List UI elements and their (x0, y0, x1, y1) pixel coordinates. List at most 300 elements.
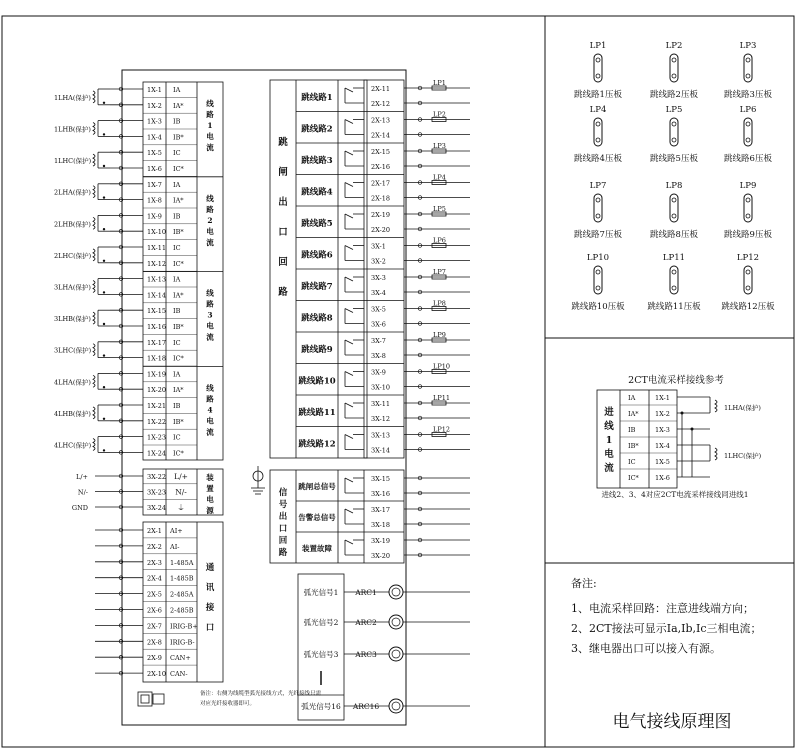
current-signal-label: IC (173, 433, 181, 442)
signal-group-title-char: 回 (278, 536, 288, 546)
trip-terminal-label: 3X-5 (371, 305, 386, 314)
current-terminal-label: 1X-19 (147, 370, 166, 379)
ct-left-label: 4LHB(保护) (54, 409, 91, 418)
ct-left-label: 3LHC(保护) (54, 346, 92, 355)
trip-output-label: 跳线路1 (301, 93, 333, 103)
current-signal-label: IC* (173, 354, 184, 363)
ct-coil-icon (93, 154, 95, 166)
plate-code: LP11 (662, 253, 686, 263)
trip-lp-label: LP3 (433, 142, 446, 150)
ct-ref-junction (681, 412, 684, 415)
relay-contact-icon (345, 246, 353, 250)
ct-coil-icon (93, 375, 95, 387)
comm-terminal-label: 2X-1 (147, 527, 162, 535)
ethernet-port-icon (141, 695, 149, 703)
pressure-plate-icon-hole (672, 122, 676, 126)
current-signal-label: IB (173, 402, 181, 410)
ct-ref-terminal: 1X-3 (655, 426, 670, 434)
ct-coil-icon (93, 344, 95, 356)
current-group-title-char: 1 (207, 121, 213, 130)
ct-coil-icon (93, 186, 95, 198)
comm-signal-label: CAN- (170, 670, 188, 679)
plate-name: 跳线路5压板 (650, 154, 698, 164)
signal-terminal-label: 3X-16 (371, 490, 390, 498)
signal-outputs (270, 470, 470, 563)
trip-terminal-label: 3X-9 (371, 368, 386, 377)
plate-name: 跳线路11压板 (647, 302, 701, 312)
comm-signal-label: AI- (170, 542, 180, 551)
comm-signal-label: 2-485A (170, 590, 194, 599)
ct-ref-terminal: 1X-4 (655, 442, 670, 450)
current-terminal-label: 1X-8 (147, 196, 162, 205)
plate-name: 跳线路8压板 (650, 230, 698, 240)
current-group-title-char: 路 (206, 110, 214, 119)
trip-terminal-label: 2X-16 (371, 163, 390, 171)
current-group-title-char: 流 (206, 427, 214, 437)
signal-terminal-label: 3X-17 (371, 506, 390, 514)
pressure-plate-icon-hole (672, 74, 676, 78)
trip-lp-label: LP9 (433, 331, 446, 339)
port-label-box (153, 694, 164, 704)
relay-contact-icon (345, 183, 353, 187)
plate-code: LP7 (589, 181, 607, 191)
trip-output-label: 跳线路3 (301, 156, 333, 166)
comm-signal-label: 2-485B (170, 606, 194, 615)
comm-signal-label: 1-485B (170, 574, 194, 583)
remark-item-2: 2、2CT接法可显示Ia,Ib,Ic三相电流； (571, 622, 762, 635)
relay-contact-icon (345, 478, 353, 482)
pressure-plate-icon-hole (596, 198, 600, 202)
plate-code: LP5 (665, 105, 683, 115)
current-group-title-char: 路 (206, 394, 214, 404)
plate-name: 跳线路7压板 (574, 230, 622, 240)
trip-terminal-label: 2X-15 (371, 148, 390, 156)
power-group-title-char: 电 (206, 495, 214, 504)
signal-block (270, 470, 404, 563)
current-signal-label: IB* (173, 417, 184, 426)
ct-ref-note: 进线2、3、4对应2CT电流采样接线同进线1 (601, 490, 749, 499)
trip-lp-label: LP11 (433, 394, 450, 402)
relay-contact-icon (345, 309, 353, 313)
plate-code: LP4 (589, 105, 607, 115)
current-terminal-label: 1X-3 (147, 117, 162, 126)
power-group-title-char: 置 (206, 484, 214, 493)
plate-name: 跳线路6压板 (724, 154, 772, 164)
trip-group-title-char: 闸 (278, 167, 288, 178)
current-signal-label: IB (173, 307, 181, 316)
arc-port-icon (389, 585, 403, 599)
current-signal-label: IC* (173, 165, 184, 173)
trip-output-label: 跳线路11 (298, 408, 336, 418)
current-signal-label: IA (173, 370, 181, 379)
plate-code: LP3 (739, 41, 757, 51)
current-group-title-char: 电 (206, 416, 214, 426)
current-group-title-char: 流 (206, 332, 214, 342)
ct-coil-icon (93, 281, 95, 293)
ct-coil-icon (93, 91, 95, 103)
comm-interface (95, 522, 322, 707)
current-signal-label: IB (173, 212, 181, 221)
current-inputs (54, 82, 223, 460)
trip-lp-label: LP2 (433, 110, 446, 119)
power-group-title-char: 装 (206, 473, 214, 482)
pressure-plate-icon-hole (746, 138, 750, 142)
arc-port-icon (392, 650, 400, 658)
trip-output-label: 跳线路2 (301, 124, 333, 135)
power-left-label: GND (71, 504, 88, 512)
arc-label: 弧光信号3 (303, 650, 339, 659)
trip-terminal-label: 2X-19 (371, 211, 390, 219)
comm-signal-label: IRIG-B- (170, 638, 195, 647)
trip-group-title-char: 跳 (278, 137, 288, 148)
trip-lp-label: LP10 (433, 362, 450, 371)
current-group-title-char: 电 (206, 132, 214, 141)
current-terminal-label: 1X-12 (147, 259, 166, 268)
ct-reference (597, 390, 762, 488)
ct-coil-icon (93, 123, 95, 135)
comm-terminal-label: 2X-7 (147, 622, 162, 631)
pressure-plate-icon-hole (746, 198, 750, 202)
current-signal-label: IA (173, 86, 181, 94)
trip-output-label: 跳线路7 (301, 282, 333, 292)
relay-contact-icon (345, 403, 353, 407)
trip-terminal-label: 3X-3 (371, 274, 386, 282)
comm-signal-label: 1-485A (170, 558, 194, 567)
current-signal-label: IB (173, 117, 181, 126)
ct-dot (103, 449, 105, 451)
ct-coil-icon (93, 217, 95, 229)
trip-lp-label: LP4 (433, 173, 446, 182)
ct-left-label: 2LHC(保护) (54, 251, 92, 260)
ct-ref-group-title-char: 进 (604, 407, 614, 418)
ct-coil-icon (93, 249, 95, 261)
ct-ref-group-title-char: 流 (604, 463, 614, 474)
signal-output-label: 装置故障 (302, 544, 332, 553)
pressure-plate-icon-hole (596, 286, 600, 290)
current-terminal-label: 1X-18 (147, 354, 166, 363)
ct-dot (103, 386, 105, 388)
current-signal-label: IA* (173, 196, 184, 205)
current-signal-label: IC* (173, 449, 184, 458)
arc-inputs (298, 574, 470, 720)
ct-coil-icon (93, 439, 95, 451)
plate-code: LP6 (739, 105, 757, 115)
pressure-plate-icon-hole (746, 270, 750, 274)
relay-contact-icon (345, 540, 353, 544)
plate-name: 跳线路3压板 (724, 90, 772, 100)
ct-left-label: 2LHA(保护) (54, 188, 91, 197)
trip-lp-label: LP12 (433, 425, 450, 434)
current-signal-label: IA* (173, 101, 184, 110)
page-title: 电气接线原理图 (612, 712, 732, 732)
ct-ref-group-title-char: 线 (604, 421, 614, 432)
plate-code: LP10 (586, 253, 610, 263)
note-small-line2: 对应光纤接收器即可。 (200, 701, 256, 707)
arc-port-icon (389, 699, 403, 713)
arc-port-label: ARC16 (352, 702, 380, 711)
relay-contact-icon (345, 214, 353, 218)
comm-terminal-label: 2X-10 (147, 670, 166, 679)
ct-ref-ct-label: 1LHA(保护) (724, 404, 761, 412)
pressure-plate-icon-hole (596, 214, 600, 218)
ethernet-port-icon (138, 692, 152, 706)
current-signal-label: IA (173, 275, 181, 284)
plate-code: LP2 (665, 41, 683, 51)
ct-ref-terminal: 1X-5 (655, 458, 670, 466)
signal-group-title-char: 口 (278, 524, 288, 534)
current-terminal-label: 1X-7 (147, 180, 162, 189)
ct-coil-icon (715, 448, 717, 460)
trip-terminal-label: 3X-4 (371, 289, 386, 297)
current-group-title-char: 线 (206, 383, 214, 393)
ct-left-label: 3LHA(保护) (54, 283, 91, 292)
current-group-title-char: 路 (206, 299, 214, 309)
ct-left-label: 1LHA(保护) (54, 93, 91, 102)
ct-dot (103, 418, 105, 420)
pressure-plate-icon-hole (596, 138, 600, 142)
plate-name: 跳线路1压板 (574, 90, 622, 100)
signal-terminal-label: 3X-19 (371, 537, 390, 545)
ct-ref-group-title-char: 1 (605, 435, 613, 446)
comm-terminal-label: 2X-8 (147, 638, 162, 647)
ct-left-label: 4LHA(保护) (54, 378, 91, 387)
plate-code: LP9 (739, 181, 757, 191)
plate-name: 跳线路12压板 (721, 302, 775, 312)
trip-terminal-label: 3X-11 (371, 400, 390, 408)
trip-output-label: 跳线路4 (301, 187, 333, 198)
current-signal-label: IB* (173, 323, 184, 331)
pressure-plate-icon-hole (746, 214, 750, 218)
current-terminal-label: 1X-10 (147, 228, 166, 237)
remark-item-1: 1、电流采样回路：注意进线端方向； (571, 602, 754, 615)
current-signal-label: IB* (173, 133, 184, 142)
ct-ref-ct-label: 1LHC(保护) (724, 452, 762, 460)
power-signal-label: ⏚ (177, 503, 185, 512)
trip-output-label: 跳线路12 (298, 439, 336, 450)
trip-output-label: 跳线路5 (301, 219, 333, 229)
ct-ref-title: 2CT电流采样接线参考 (628, 375, 724, 386)
ct-dot (103, 291, 105, 293)
current-terminal-label: 1X-5 (147, 149, 162, 158)
current-terminal-label: 1X-13 (147, 275, 166, 284)
trip-terminal-label: 3X-2 (371, 257, 386, 266)
ct-ref-signal: IB (628, 426, 636, 434)
trip-terminal-label: 3X-14 (371, 446, 390, 455)
comm-terminal-label: 2X-5 (147, 590, 162, 599)
ct-dot (103, 354, 105, 356)
comm-signal-label: IRIG-B+ (170, 622, 198, 631)
current-terminal-label: 1X-1 (147, 86, 162, 94)
power-group-title-char: 源 (206, 506, 214, 515)
power-signal-label: L/+ (174, 472, 188, 481)
relay-contact-icon (345, 88, 353, 92)
arc-port-icon (392, 618, 400, 626)
current-terminal-label: 1X-22 (147, 417, 166, 426)
trip-lp-label: LP5 (433, 205, 446, 213)
trip-outputs (270, 79, 470, 458)
ct-left-label: 1LHC(保护) (54, 157, 92, 166)
signal-output-label: 跳闸总信号 (298, 482, 336, 491)
trip-terminal-label: 2X-12 (371, 100, 390, 108)
comm-terminal-label: 2X-6 (147, 606, 162, 615)
current-terminal-label: 1X-2 (147, 101, 162, 110)
signal-terminal-label: 3X-15 (371, 475, 390, 483)
current-terminal-label: 1X-17 (147, 338, 166, 347)
current-terminal-label: 1X-4 (147, 133, 162, 142)
pressure-plates (571, 41, 775, 312)
current-signal-label: IC (173, 244, 181, 252)
current-terminal-label: 1X-11 (147, 244, 166, 252)
current-terminal-label: 1X-15 (147, 307, 166, 316)
signal-terminal-label: 3X-18 (371, 521, 390, 529)
plate-name: 跳线路4压板 (574, 154, 622, 164)
current-group-title-char: 线 (206, 193, 214, 203)
signal-group-title-char: 出 (278, 512, 288, 522)
current-signal-label: IC* (173, 259, 184, 268)
arc-port-icon (389, 615, 403, 629)
comm-terminal-label: 2X-2 (147, 542, 162, 551)
ct-ref-signal: IC (628, 458, 636, 466)
ct-dot (103, 165, 105, 167)
trip-group-title-char: 回 (278, 257, 288, 268)
ct-ref-terminal: 1X-6 (655, 474, 670, 482)
current-signal-label: IC (173, 338, 181, 347)
pressure-plate-icon-hole (746, 286, 750, 290)
ct-coil-icon (93, 312, 95, 324)
trip-terminal-label: 3X-7 (371, 337, 386, 345)
ct-ref-signal: IB* (628, 442, 639, 450)
arc-port-icon (389, 647, 403, 661)
trip-lp-label: LP7 (433, 268, 446, 276)
trip-terminal-label: 3X-13 (371, 431, 390, 440)
arc-port-icon (392, 588, 400, 596)
relay-contact-icon (345, 151, 353, 155)
arc-label: 弧光信号1 (303, 588, 339, 597)
comm-terminal-label: 2X-9 (147, 654, 162, 663)
pressure-plate-icon-hole (672, 270, 676, 274)
plate-code: LP1 (589, 41, 607, 51)
trip-terminal-label: 2X-11 (371, 85, 390, 93)
current-group-title-char: 2 (207, 215, 213, 225)
trip-terminal-label: 3X-6 (371, 320, 386, 329)
arc-port-icon (392, 702, 400, 710)
relay-contact-icon (345, 372, 353, 376)
trip-terminal-label: 2X-13 (371, 116, 390, 125)
signal-terminal-label: 3X-20 (371, 552, 390, 560)
current-signal-label: IC (173, 149, 181, 158)
trip-terminal-label: 2X-18 (371, 194, 390, 203)
relay-contact-icon (345, 340, 353, 344)
pressure-plate-icon-hole (672, 58, 676, 62)
current-group-title-char: 线 (206, 99, 214, 108)
trip-group-title-char: 口 (278, 227, 288, 238)
ct-coil-icon (93, 407, 95, 419)
ct-dot (103, 228, 105, 230)
arc-port-label: ARC2 (355, 618, 377, 627)
remarks-title: 备注: (571, 577, 597, 590)
signal-group-title-char: 信 (278, 488, 288, 498)
current-terminal-label: 1X-23 (147, 433, 166, 442)
pressure-plate-icon-hole (746, 58, 750, 62)
current-signal-label: IA* (173, 291, 184, 300)
trip-terminal-label: 3X-10 (371, 383, 390, 392)
current-signal-label: IA (173, 180, 181, 189)
current-terminal-label: 1X-20 (147, 386, 166, 395)
pressure-plate-icon-hole (596, 74, 600, 78)
trip-terminal-label: 3X-12 (371, 415, 390, 423)
arc-port-label: ARC3 (355, 650, 377, 659)
comm-group-title-char: 接 (205, 603, 215, 613)
pressure-plate-icon-hole (596, 58, 600, 62)
plate-name: 跳线路2压板 (650, 90, 698, 100)
plate-code: LP8 (665, 181, 683, 191)
arc-label: 弧光信号2 (303, 618, 339, 627)
signal-group-title-char: 号 (278, 500, 288, 510)
comm-group-title-char: 讯 (205, 583, 215, 593)
signal-output-label: 告警总信号 (298, 513, 336, 522)
ct-dot (103, 260, 105, 262)
ct-ref-signal: IA* (628, 410, 639, 418)
trip-lp-label: LP8 (433, 299, 446, 308)
ct-coil-icon (715, 400, 717, 412)
current-group-title-char: 电 (206, 226, 214, 236)
plate-name: 跳线路9压板 (724, 230, 772, 240)
current-terminal-label: 1X-9 (147, 212, 162, 221)
trip-output-label: 跳线路8 (301, 313, 333, 324)
power-terminal-label: 3X-24 (147, 504, 166, 512)
power-left-label: L/+ (76, 473, 88, 481)
current-signal-label: IB* (173, 228, 184, 237)
pressure-plate-icon-hole (746, 74, 750, 78)
ct-ref-group-title-char: 电 (604, 449, 614, 460)
comm-signal-label: CAN+ (170, 654, 191, 663)
plate-name: 跳线路10压板 (571, 302, 625, 312)
current-group-title-char: 流 (206, 143, 214, 152)
power-signal-label: N/- (175, 487, 187, 497)
ct-ref-junction (691, 428, 694, 431)
current-group-title-char: 路 (206, 204, 214, 214)
trip-output-label: 跳线路10 (298, 376, 336, 387)
trip-terminal-label: 2X-14 (371, 131, 390, 140)
trip-output-label: 跳线路6 (301, 250, 333, 261)
relay-contact-icon (345, 435, 353, 439)
ct-ref-terminal: 1X-2 (655, 410, 670, 418)
relay-contact-icon (345, 277, 353, 281)
power-terminal-label: 3X-23 (147, 488, 166, 497)
current-group-title-char: 电 (206, 321, 214, 331)
ct-dot (103, 133, 105, 135)
ct-ref-signal: IC* (628, 474, 639, 482)
trip-lp-label: LP1 (433, 79, 446, 87)
pressure-plate-icon-hole (596, 122, 600, 126)
ct-dot (103, 196, 105, 198)
comm-group-title-char: 通 (205, 563, 215, 573)
trip-terminal-label: 2X-20 (371, 226, 390, 234)
relay-contact-icon (345, 509, 353, 513)
trip-terminal-label: 2X-17 (371, 179, 390, 188)
current-signal-label: IA* (173, 386, 184, 395)
trip-terminal-label: 3X-1 (371, 242, 386, 251)
signal-group-title-char: 路 (278, 548, 288, 558)
ct-ref-terminal: 1X-1 (655, 394, 670, 402)
ct-dot (103, 323, 105, 325)
note-small-line1: 备注：右侧为线缆型弧光接线方式，光纤接线只需 (200, 691, 322, 697)
current-group-title-char: 流 (206, 237, 214, 247)
ct-dot (103, 102, 105, 104)
current-group-title-char: 3 (207, 310, 213, 320)
current-terminal-label: 1X-21 (147, 402, 166, 410)
comm-signal-label: AI+ (170, 527, 183, 535)
